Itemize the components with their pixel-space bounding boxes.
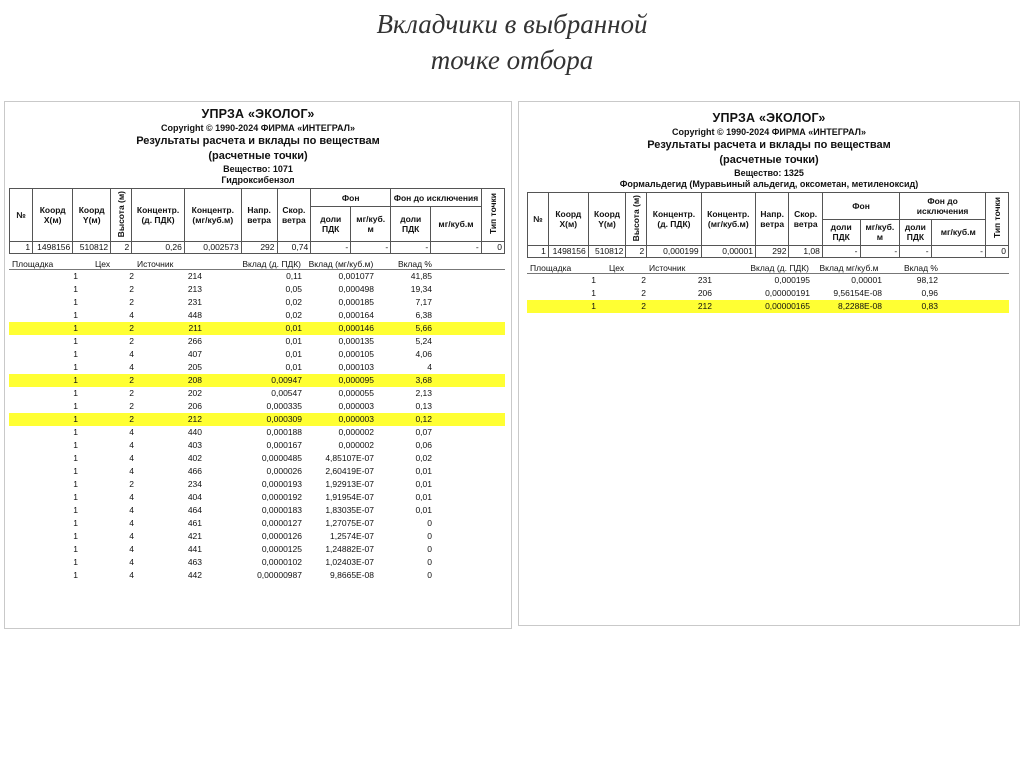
report-results-subtitle: (расчетные точки) [208,150,308,162]
col-background: Фон [822,193,899,220]
report-header [519,102,1019,189]
col-wind-dir: Напр. ветра [241,189,277,242]
contrib-row: 1 4 464 0,0000183 1,83035E-07 0,01 [73,505,432,515]
contrib-row: 1 2 212 0,000309 0,000003 0,12 [9,413,505,426]
slide-title-line-1: Вкладчики в выбранной [376,9,648,39]
col-source: Источник [649,263,686,273]
contrib-row: 1 2 214 0,11 0,001077 41,85 [73,271,432,281]
contrib-row: 1 2 234 0,0000193 1,92913E-07 0,01 [73,479,432,489]
col-shop: Цех [95,259,111,269]
col-background: Фон [311,189,391,207]
col-n: № [528,193,549,246]
substance-code: Вещество: 1325 [734,168,804,178]
report-header [5,102,511,185]
point-row: 1 1498156 510812 2 0,26 0,002573 292 0,74 - - - - 0 [10,242,505,254]
col-conc-pdk: Концентр. (д. ПДК) [132,189,185,242]
col-background-excl: Фон до исключения [391,189,482,207]
report-panel-left [4,101,512,629]
report-panel-right [518,101,1020,626]
report-results-subtitle: (расчетные точки) [719,154,819,166]
contrib-row: 1 4 421 0,0000126 1,2574E-07 0 [73,531,432,541]
contrib-row: 1 4 463 0,0000102 1,02403E-07 0 [73,557,432,567]
substance-code: Вещество: 1071 [223,164,293,174]
col-bgex-share: доли ПДК [900,219,931,246]
col-n: № [10,189,33,242]
contrib-row: 1 2 212 0,00000165 8,2288E-08 0,83 [527,300,1009,313]
col-x: Коорд X(м) [548,193,588,246]
col-bg-share: доли ПДК [311,207,351,242]
report-results-title: Результаты расчета и вклады по веществам [647,139,891,151]
col-contrib-pdk: Вклад (д. ПДК) [750,263,809,273]
col-contrib-pct: Вклад % [397,259,432,269]
col-bgex-share: доли ПДК [391,207,431,242]
col-bgex-mg: мг/куб.м [431,207,482,242]
contrib-row: 1 4 441 0,0000125 1,24882E-07 0 [73,544,432,554]
col-bg-mg: мг/куб. м [351,207,391,242]
contrib-table [527,263,1009,313]
point-table [527,192,1009,258]
col-conc-pdk: Концентр. (д. ПДК) [647,193,701,246]
contrib-row: 1 4 402 0,0000485 4,85107E-07 0,02 [73,453,432,463]
contrib-row: 1 4 440 0,000188 0,000002 0,07 [73,427,432,437]
col-contrib-pct: Вклад % [903,263,938,273]
col-contrib-mg: Вклад мг/куб.м [819,263,879,273]
col-background-excl: Фон до исключения [900,193,986,220]
contrib-row: 1 4 205 0,01 0,000103 4 [73,362,432,372]
substance-name: Гидроксибензол [221,175,295,185]
contrib-row: 1 2 266 0,01 0,000135 5,24 [73,336,432,346]
contrib-row: 1 4 448 0,02 0,000164 6,38 [73,310,432,320]
contrib-row: 1 2 202 0,00547 0,000055 2,13 [73,388,432,398]
col-source: Источник [137,259,174,269]
substance-name: Формальдегид (Муравьиный альдегид, оксометан, метиленоксид) [619,179,919,189]
col-point-type: Тип точки [481,189,504,242]
col-wind-speed: Скор. ветра [789,193,822,246]
col-conc-mg: Концентр. (мг/куб.м) [184,189,241,242]
contrib-row: 1 2 213 0,05 0,000498 19,34 [73,284,432,294]
report-copyright: Copyright © 1990-2024 ФИРМА «ИНТЕГРАЛ» [161,123,355,133]
col-y: Коорд Y(м) [588,193,626,246]
report-results-title: Результаты расчета и вклады по веществам [136,135,380,147]
report-title: УПРЗА «ЭКОЛОГ» [712,111,826,125]
contrib-row: 1 2 206 0,000335 0,000003 0,13 [73,401,432,411]
col-x: Коорд X(м) [33,189,73,242]
col-bg-share: доли ПДК [822,219,860,246]
contrib-row: 1 4 442 0,00000987 9,8665E-08 0 [73,570,432,580]
col-point-type: Тип точки [985,193,1008,246]
slide-title [0,6,1024,78]
col-shop: Цех [609,263,625,273]
point-row: 1 1498156 510812 2 0,000199 0,00001 292 1,08 - - - - 0 [528,246,1009,258]
report-title: УПРЗА «ЭКОЛОГ» [201,107,315,121]
col-contrib-mg: Вклад (мг/куб.м) [308,259,374,269]
contrib-row: 1 2 231 0,000195 0,00001 98,12 [591,275,938,285]
slide-title-line-2: точке отбора [430,45,594,75]
contrib-table [9,259,505,582]
contrib-row: 1 2 206 0,00000191 9,56154E-08 0,96 [591,288,938,298]
contrib-row: 1 4 403 0,000167 0,000002 0,06 [73,440,432,450]
col-bgex-mg: мг/куб.м [931,219,985,246]
contrib-row: 1 4 404 0,0000192 1,91954E-07 0,01 [73,492,432,502]
col-bg-mg: мг/куб. м [860,219,900,246]
contrib-row: 1 4 461 0,0000127 1,27075E-07 0 [73,518,432,528]
contrib-row: 1 2 208 0,00947 0,000095 3,68 [9,374,505,387]
contrib-row: 1 4 466 0,000026 2,60419E-07 0,01 [73,466,432,476]
report-copyright: Copyright © 1990-2024 ФИРМА «ИНТЕГРАЛ» [672,127,866,137]
col-wind-dir: Напр. ветра [755,193,788,246]
col-site: Площадка [12,259,54,269]
contrib-row: 1 4 407 0,01 0,000105 4,06 [73,349,432,359]
contrib-row: 1 2 231 0,02 0,000185 7,17 [73,297,432,307]
col-contrib-pdk: Вклад (д. ПДК) [242,259,301,269]
col-site: Площадка [530,263,572,273]
point-table [9,188,505,254]
contrib-row: 1 2 211 0,01 0,000146 5,66 [9,322,505,335]
col-y: Коорд Y(м) [73,189,111,242]
col-height: Высота (м) [626,193,647,246]
col-wind-speed: Скор. ветра [277,189,311,242]
col-height: Высота (м) [111,189,132,242]
col-conc-mg: Концентр. (мг/куб.м) [701,193,755,246]
